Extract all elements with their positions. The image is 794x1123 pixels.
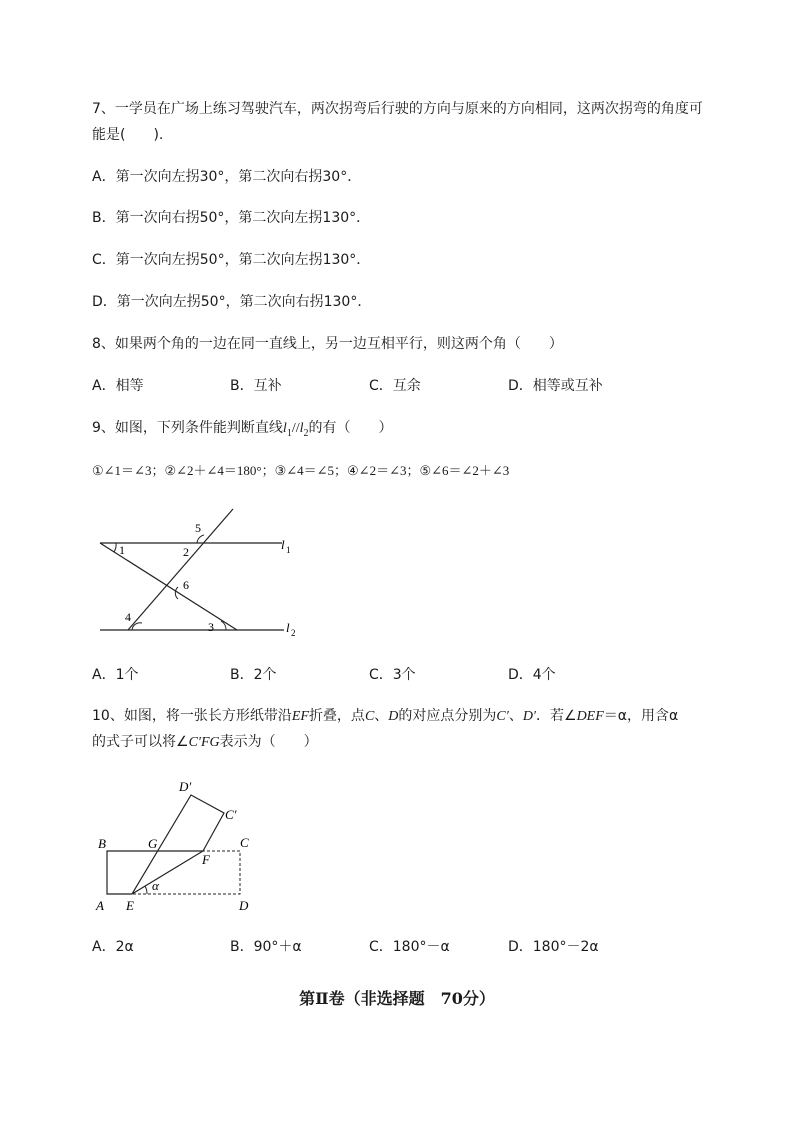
q10-stem-line1 bbox=[92, 705, 678, 728]
label-angle-4: 4 bbox=[125, 610, 131, 624]
q9-stem bbox=[92, 417, 392, 445]
angle-6-arc bbox=[175, 587, 178, 599]
q7-stem-line1: 7、一学员在广场上练习驾驶汽车，两次拐弯后行驶的方向与原来的方向相同，这两次拐弯的角度可 bbox=[92, 101, 703, 117]
label-F: F bbox=[202, 852, 210, 867]
q10-option-c: C．180°－α bbox=[369, 939, 450, 955]
q10-option-b: B．90°＋α bbox=[230, 939, 302, 955]
q9-option-a: A．1个 bbox=[92, 667, 139, 683]
q10-d: D bbox=[388, 709, 399, 724]
q9-l2-sub: 2 bbox=[303, 427, 309, 439]
label-angle-2: 2 bbox=[183, 545, 189, 559]
q10-text-7: 表示为（ ） bbox=[219, 734, 318, 750]
q7-option-c: C．第一次向左拐50°，第二次向左拐130°． bbox=[92, 252, 371, 268]
label-angle-1: 1 bbox=[119, 543, 125, 557]
q10-stem-line2 bbox=[92, 731, 318, 754]
label-C: C bbox=[240, 835, 249, 850]
q10-option-a: A．2α bbox=[92, 939, 134, 955]
paper-left-part bbox=[107, 851, 156, 894]
q8-options bbox=[92, 375, 742, 397]
q9-stem-tail: 的有（ ） bbox=[308, 420, 393, 436]
q10-text-1: 10、如图，将一张长方形纸带沿 bbox=[92, 708, 292, 724]
q10-text-2: 折叠，点 bbox=[308, 708, 365, 724]
label-C-prime: C′ bbox=[225, 807, 237, 822]
q9-l1: l bbox=[282, 421, 287, 436]
label-l2: l bbox=[286, 620, 290, 635]
q9-figure bbox=[92, 505, 312, 640]
q9-l2: l bbox=[299, 421, 304, 436]
q10-text-6: 的式子可以将∠ bbox=[92, 734, 189, 750]
label-D-prime: D′ bbox=[179, 779, 192, 794]
q10-comma: 、 bbox=[374, 708, 389, 724]
q10-def: DEF bbox=[576, 709, 604, 724]
label-B: B bbox=[98, 836, 106, 851]
label-l1: l bbox=[281, 537, 285, 552]
q10-cp: C′ bbox=[496, 709, 509, 724]
label-E: E bbox=[126, 898, 134, 913]
q8-stem: 8、如果两个角的一边在同一直线上，另一边互相平行，则这两个角（ ） bbox=[92, 336, 563, 352]
q10-dp: D′ bbox=[522, 709, 536, 724]
folded-part bbox=[132, 795, 224, 894]
q10-text-3: 的对应点分别为 bbox=[398, 708, 497, 724]
q10-options bbox=[92, 936, 742, 958]
transversal-2 bbox=[128, 509, 233, 630]
q7-stem-line2: 能是( ). bbox=[92, 127, 164, 143]
q10-figure bbox=[92, 775, 267, 915]
q8-option-c: C．互余 bbox=[369, 378, 421, 394]
section-title: 第Ⅱ卷（非选择题 70分） bbox=[299, 989, 495, 1008]
q10-sep: 、 bbox=[508, 708, 523, 724]
label-angle-5: 5 bbox=[195, 521, 201, 535]
q7-option-b: B．第一次向右拐50°，第二次向左拐130°． bbox=[92, 210, 371, 226]
label-G: G bbox=[148, 836, 158, 851]
q9-conditions: ①∠1＝∠3；②∠2＋∠4＝180°；③∠4＝∠5；④∠2＝∠3；⑤∠6＝∠2＋∠3 bbox=[92, 463, 510, 478]
angle-1-arc bbox=[114, 543, 116, 552]
q10-cfg: C′FG bbox=[188, 735, 220, 750]
label-l1-sub: 1 bbox=[286, 545, 291, 555]
q8-option-a: A．相等 bbox=[92, 378, 144, 394]
q9-option-c: C．3个 bbox=[369, 667, 416, 683]
angle-5-arc bbox=[197, 535, 204, 543]
q9-options bbox=[92, 664, 742, 686]
label-l2-sub: 2 bbox=[291, 628, 296, 638]
q9-l1-sub: 1 bbox=[286, 427, 292, 439]
label-A: A bbox=[96, 898, 104, 913]
q9-option-d: D．4个 bbox=[508, 667, 556, 683]
label-angle-3: 3 bbox=[208, 620, 214, 634]
label-angle-6: 6 bbox=[183, 578, 189, 592]
q10-c: C bbox=[364, 709, 375, 724]
alpha-arc bbox=[145, 886, 147, 894]
label-alpha: α bbox=[152, 878, 159, 893]
q9-option-b: B．2个 bbox=[230, 667, 277, 683]
q9-parallel: // bbox=[291, 421, 300, 436]
q7-option-d: D．第一次向左拐50°，第二次向右拐130°． bbox=[92, 294, 372, 310]
q10-option-d: D．180°－2α bbox=[508, 939, 599, 955]
original-rectangle bbox=[107, 851, 240, 894]
q7-option-a: A．第一次向左拐30°，第二次向右拐30°． bbox=[92, 169, 362, 185]
q10-text-5: ＝α，用含α bbox=[603, 708, 679, 724]
q9-stem-text: 9、如图，下列条件能判断直线 bbox=[92, 420, 283, 436]
q8-option-b: B．互补 bbox=[230, 378, 282, 394]
q10-text-4: ．若∠ bbox=[536, 708, 577, 724]
q8-option-d: D．相等或互补 bbox=[508, 378, 603, 394]
label-D: D bbox=[239, 898, 249, 913]
q10-ef: EF bbox=[291, 709, 309, 724]
